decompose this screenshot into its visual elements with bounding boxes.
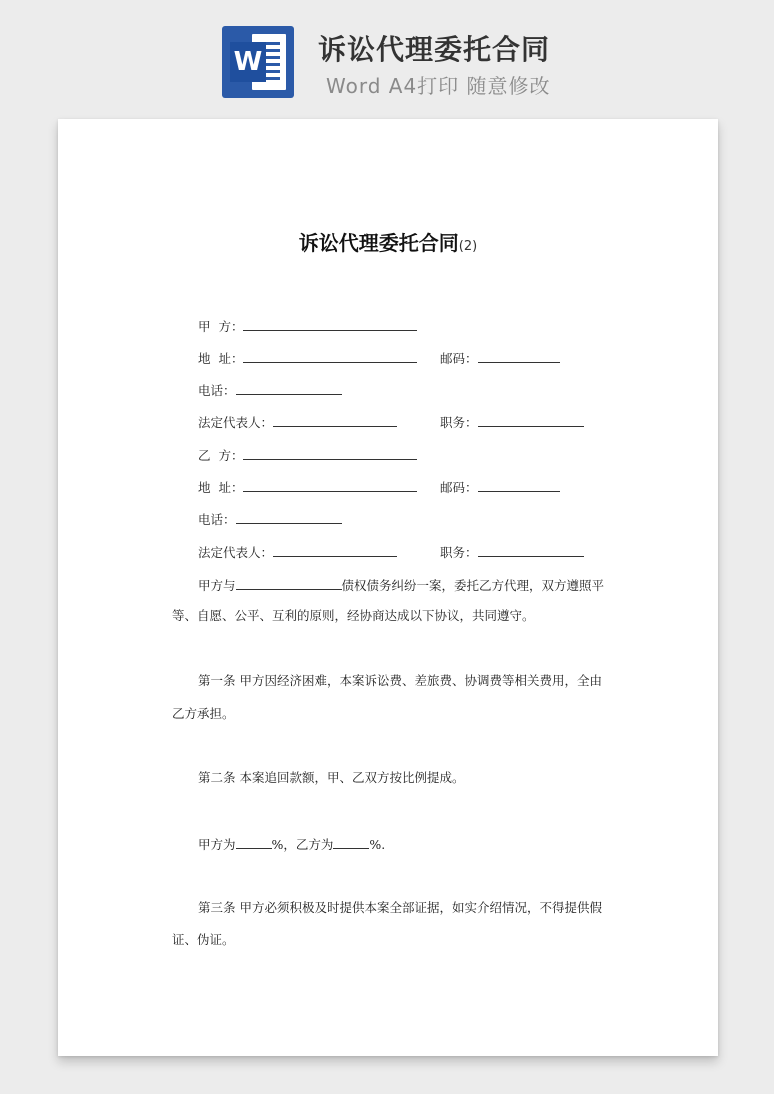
- party-a-legal-rep-row: [198, 413, 397, 431]
- intro-paragraph-line2: 等、自愿、公平、互利的原则，经协商达成以下协议，共同遵守。: [172, 608, 535, 623]
- banner-title: 诉讼代理委托合同: [318, 33, 551, 66]
- ratio-b-suffix: %.: [369, 837, 386, 852]
- word-document-icon: [222, 26, 294, 98]
- party-a-zip-row: [440, 349, 560, 367]
- party-a-legal-rep-field[interactable]: [273, 413, 397, 427]
- document-title: [58, 227, 718, 256]
- document-title-text: 诉讼代理委托合同: [298, 231, 459, 255]
- intro-paragraph-line1: [198, 576, 604, 594]
- party-a-zip-label: 邮码：: [440, 351, 478, 366]
- intro-prefix: 甲方与: [198, 578, 236, 593]
- party-b-legal-rep-row: [198, 543, 397, 561]
- party-b-phone-row: [198, 510, 342, 528]
- party-b-zip-field[interactable]: [478, 478, 560, 492]
- article2: 第二条 本案追回款额，甲、乙双方按比例提成。: [198, 770, 465, 785]
- article3-line2: 证、伪证。: [172, 932, 235, 947]
- party-a-phone-row: [198, 381, 342, 399]
- case-party-field[interactable]: [236, 576, 342, 590]
- banner-subtitle: Word A4打印 随意修改: [326, 74, 551, 98]
- party-a-zip-field[interactable]: [478, 349, 560, 363]
- document-page: [58, 119, 718, 1056]
- ratio-a-field[interactable]: [236, 835, 272, 849]
- party-b-position-field[interactable]: [478, 543, 584, 557]
- party-a-phone-field[interactable]: [236, 381, 342, 395]
- party-a-position-row: [440, 413, 584, 431]
- party-a-address-field[interactable]: [243, 349, 417, 363]
- party-b-address-label: 地 址：: [198, 480, 244, 495]
- party-a-address-row: [198, 349, 417, 367]
- ratio-b-field[interactable]: [333, 835, 369, 849]
- ratio-line: [198, 835, 385, 853]
- party-b-legal-rep-label: 法定代表人：: [198, 545, 274, 560]
- party-b-position-row: [440, 543, 584, 561]
- party-b-phone-label: 电话：: [198, 512, 236, 527]
- party-a-name-field[interactable]: [243, 317, 417, 331]
- party-b-name-field[interactable]: [243, 446, 417, 460]
- party-b-name-row: [198, 446, 417, 464]
- party-b-zip-row: [440, 478, 560, 496]
- party-b-position-label: 职务：: [440, 545, 478, 560]
- party-a-phone-label: 电话：: [198, 383, 236, 398]
- party-b-phone-field[interactable]: [236, 510, 342, 524]
- party-a-address-label: 地 址：: [198, 351, 244, 366]
- ratio-a-prefix: 甲方为: [198, 837, 236, 852]
- party-a-position-field[interactable]: [478, 413, 584, 427]
- party-a-position-label: 职务：: [440, 415, 478, 430]
- intro-suffix: 债权债务纠纷一案，委托乙方代理，双方遵照平: [341, 578, 605, 593]
- party-a-legal-rep-label: 法定代表人：: [198, 415, 274, 430]
- party-b-address-row: [198, 478, 417, 496]
- logo-letter: W: [230, 42, 266, 82]
- article1-line1: 第一条 甲方因经济困难，本案诉讼费、差旅费、协调费等相关费用，全由: [198, 673, 602, 688]
- party-b-name-label: 乙 方：: [198, 448, 244, 463]
- article3-line1: 第三条 甲方必须积极及时提供本案全部证据，如实介绍情况，不得提供假: [198, 900, 602, 915]
- ratio-a-suffix: %，乙方为: [271, 837, 334, 852]
- party-a-name-label: 甲 方：: [198, 319, 244, 334]
- party-a-name-row: [198, 317, 417, 335]
- party-b-zip-label: 邮码：: [440, 480, 478, 495]
- article1-line2: 乙方承担。: [172, 706, 235, 721]
- banner: [0, 0, 774, 118]
- document-title-suffix: (2): [458, 239, 478, 254]
- party-b-legal-rep-field[interactable]: [273, 543, 397, 557]
- party-b-address-field[interactable]: [243, 478, 417, 492]
